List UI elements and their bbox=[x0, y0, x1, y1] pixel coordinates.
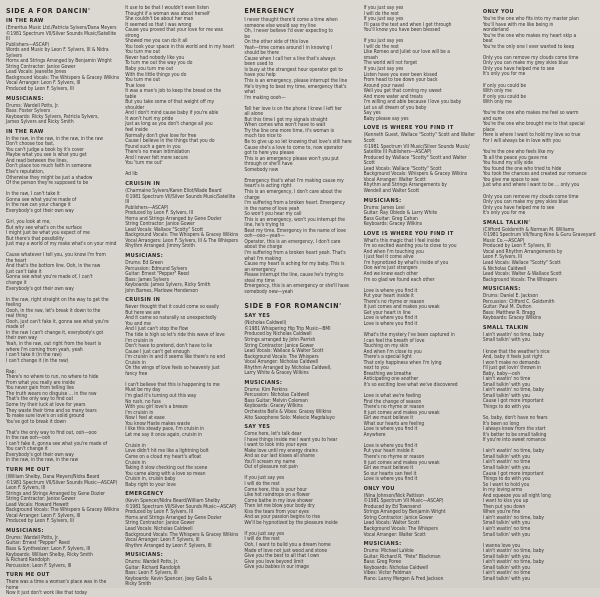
section-title: SAY YES bbox=[244, 424, 271, 431]
section-title: TURN ME OUT bbox=[6, 467, 50, 474]
section-title: SMALL TALKIN bbox=[482, 324, 529, 331]
text-block: Drums: Wardell Potts, Jr. Guitar: Ernest "Pepper" Reed Bass & Synthesizer: Leon F. Sylvers, III Keyboards: William Shelby, Ricky Smith & Richard Randolph Percussion: Leon F. Sylvers, III bbox=[6, 534, 93, 569]
text-block: Drums: Kim Perkins Percussion: Nicholas Caldwell Bass Guitar: Melvin Coleman Keyboards: Gracey Wilkins Orchestra Bells & Vibes: Gracey Wilkins Alto Saxophone Solo: Melecio Magdaluyo bbox=[244, 386, 335, 421]
section-title: SMALL TALKIN' bbox=[482, 219, 531, 226]
section-title: ONLY YOU bbox=[482, 9, 515, 15]
text-block: (Kevin Spencer/Nidra Beard/William Shelby ©1981 Spectrum VII/Silver Sounds Music—ASCAP) Produced by Leon F. Sylvers, III Horns and Strings Arranged by Gene Dozier String Contractor: Janice Gower Lead Vocals: Nicholas Caldwell Background Vocals: The Whispers & Gracey Wilkins Vocal Arranger: Leon F. Sylvers, III Rhythm Arranged by Leon F. Sylvers, III bbox=[125, 498, 239, 549]
text-block: You're the one who fits into my master plan You'll have with me like being in wonderland You're the one who makes my heart skip a beat You're the only one I ever wanted to keep Only you can remove my clouds come time Only you can make my grey skies blue Only you have helped me to see It's only you for me If only you could be With only me If only you could be With only me You're the one who makes me feel so warm and sure You're the one who brought me to that special place Here is where I want to hold my love so true For I will always be in love with you You're the one who feels like my To all the peace you gave me You found my silly side You found the one who tried to hide You took the chances and created our romance You give me space to see Just who and where I want to be ... only you Only you can remove my clouds come time Only you can make my grey skies blue Only you have helped me to see It's only you for me bbox=[482, 16, 587, 217]
text-block: Drums: Ed Green Percussion: Edmund Sylvers Guitar: Ernest "Pepper" Reed Bass: James Sylvers Keyboards: James Sylvers, Ricky Smith John Barnes, Marlowe Henderson bbox=[125, 259, 211, 294]
section-title: SAY YES bbox=[244, 313, 271, 320]
text-block: Drums: James Levi Guitar: Ray Obiedo & Larry White Bass Guitar: Greg Cahan Keyboards: Gracey Wilkins bbox=[363, 204, 438, 228]
lyric-column-1 bbox=[6, 6, 120, 597]
text-block: Drums: Michael LaVoie Guitar: Richard R. "Pete" Blackman Bass: Greg Poree Keyboards: Nicholas Caldwell Vibes: Victor Feldman Piano: Lanny Mergen & Fred Jackson bbox=[363, 548, 444, 582]
section-title: IN THE RAW bbox=[6, 18, 44, 24]
lyric-column-2 bbox=[125, 5, 239, 588]
section-title: MUSICIANS: bbox=[363, 197, 402, 204]
text-block: If you just say yes I will do the rest If you just say yes I'll pass the test and when I get through You'll know you have been blessed If you just say yes I will do the rest Like Romeo and Juliet our love will be a smash The world will not forget If you just say yes Listen have you ever been kissed From head to toe down your back Around your navel Well you get that coming my sweet And more water and treats I'm willing and able because I love you baby Let us all dream of you baby Say yes Baby please say yes bbox=[363, 5, 462, 122]
text-block: Drums: Wardell Potts, Jr. Guitar: Richard Randolph Bass: Leon F. Sylvers, III Keyboards: Kevin Spencer, Joey Gallo & Ricky Smith bbox=[125, 559, 212, 588]
section-title: LOVE IS WHERE YOU FIND IT bbox=[363, 125, 454, 132]
lyric-column-4 bbox=[364, 6, 477, 584]
text-block: Come here, let's talk dear I have things inside me I want you to hear I want to look into your eyes Make love until my energy drains And as our last kisses all shame You'll scream my name Out of pleasure not pain If you just say yes I will do the rest Come here, this is your hour Like hot raindrops on a flower Come bathe in my love shower Then let me blow your body dry Kiss the tears from your eyes And as your passion begins to rise We'll be hypnotized by the pleasure inside If you just say yes I will do the rest Ooh, I want to build you a dream home Made of love not just wood and stone Give you the best to all that I own Give you love beyond limit Give you babies in our image bbox=[244, 431, 338, 571]
section-title: CRUISIN IN bbox=[125, 180, 161, 187]
lyric-column-3 bbox=[244, 6, 357, 584]
section-title: MUSICIANS: bbox=[244, 379, 283, 386]
text-block: It use to be that I wouldn't even listen Thought if a woman was about herself She couldn't be about her man It seemed so that I was wrong Cause you proved that your love for me was strong Showed me you can do it all You took your space in this world and in my heart You turn me out Never had nobody like you To turn me out the way you do Baby you turn me out With the little things you do You turn me out True love It was a man's job to keep the bread on the table But you take some of that weight off my shoulder And I don't mind cause baby if you're able It won't hurt my pride Just as long as you don't change all you feel inside Normally don't give love for free Cause I believe in the things that you do Found such a gem in you There's no mean intimidation And I never felt more secure You 'turn me out' Ad lib bbox=[125, 5, 235, 178]
text-block: I ain't wastin' no time, baby Small talkin' with you I know that the weather's nice And, baby it feels just right I won't make no demands I'll just get lovin' thrown in Baby, baby—ooh I ain't wastin' no time Small talkin' with you I ain't wastin' no time, baby Small talkin' with you Cause I got more important Things to do with you So, baby, don't have no fears It's been so long I always knew from the start It's better to be small talking If you're into sweet romance I ain't wastin' no time, baby Small talkin' with you I ain't wastin' no time Small talkin' with you Cause I got more important Things to do with you So I want to hold you In my loving arms And squeeze you all night long I want to kiss you up Then put you down When you're fine I ain't wastin' no time, baby Small talkin' with you I ain't wastin' no time Small talkin' with you I wanna love you I ain't wastin' no time, baby Small talkin' with you I ain't wastin' no time, baby Small talkin' with you I ain't wastin' no time Small talkin' with you bbox=[482, 331, 551, 582]
text-block: I never thought there'd come a time when someone else would say my line Oh, I never believe I'd ever expecting to be On the other side of this love Yeah—time comes around I in knowing I should be there Cause when I call her a line that's always been used to Is busy at the strangest hour operator got to have you help This is an emergency, please interrupt the line He's trying to beat my time, emergency that's what I'm making oooh— Tell her love is on the phone I know I left her all alone But this time I got my signals straight When comes who won't have to wait Try the line one more time, it's woman is much too nice to Be to give up so let knowing that love's still here Cause she's a love to come to, now operator got to here you please This is an emergency please won't you put through or she'll have Somebody new Emergency that's what I'm making cause my heart's is acting right This is an emergency, I don't care about the charge I'm suffering from a broken heart. Emergency in the name of love yeah So won't you hear my call This is an emergency, won't you interrupt the line, he's trying to Beat my time. Emergency in the name of love ooh—ooo—yeah— Operator, this is an emergency, I don't care about the charge I'm suffering from a broken heart yeah. That's what I'm making Cause my heart is aching for my baby. This is an emergency Please interrupt the line, cause he's trying to steal my time Emergency, this is an emergency or she'll have somebody new—yeah bbox=[244, 17, 352, 295]
text-block: Drums: Wardell Potts, Jr. Bass: Foster Sylvers Keyboards: Ricky Sylvers, Patricia Sylvers, James Sylvers and Ricky Smith bbox=[6, 102, 99, 126]
section-title: MUSICIANS: bbox=[6, 95, 44, 102]
section-title: TURN ME OUT bbox=[6, 572, 50, 579]
text-block: (William Shelby, Dana Meyers/Nidra Beard ©1981 Spectrum VII/Silver Sounds Music—ASCAP) Leon F. Sylvers, III Strings and Strings Arranged by Gene Dozier String Contractor: Janice Gower Lead Vocals: Howard Hewett Background Vocals: The Whispers & Gracey Wilkins Vocal Arranger: Leon F. Sylvers, III Produced by Leon F. Sylvers, III bbox=[6, 474, 120, 525]
text-block: What's this magic that I feel inside I'm so excited wanting you to close to you And when I'm touching you I just feel it come alive I'm hypnotized by what's inside of you Ooo we're just strangers And we knew each other I'm so glad we found each other Love is where you find it Put your heart inside it There's no rhyme or reason It just comes and makes you weak Get your heart in line Love is where you find it Love is where you find it What's the mystery I've been captured in I can feel the breath of love Touching on my skin And when I'm close to you There's a special light That only happiness when I'm lying next to you Breathing we breathe Anticipating one another It's so exciting love what we've discovered Love is what we're feeling Find the change of season There's no rhyme or reason It just comes and makes you weak Girl we must believe it What our hearts are feeling Love is where you find it Anywhere Love is where you find it Put your heart inside it There's no rhyme or reason It just comes and makes you weak Girl we must believe it So our hearts can feel it Love is where you find it bbox=[363, 237, 458, 483]
text-block: (Kenneth Guest, Wallace "Scotty" Scott and Walter Scott ©1981 Spectrum VII Music/Silver Sounds Music/ Satellite III Publishers—ASCAP) Produced by Wallace "Scotty" Scott and Walter Scott Lead Vocals: Wallace "Scotty" Scott Background Vocals: Whispers & Gracey Wilkins Vocal Arranger: Walter Scott Rhythm and Strings Arrangements by Wendell and Walter Scott bbox=[363, 132, 476, 194]
text-block: (Charmaine Sylvers/Karen Eliot/Wade Beard ©1981 Spectrum VII/Silver Sounds Music/Satellite III Publishers—ASCAP) Produced by Leon F. Sylvers, III Horns and Strings Arranged by Gene Dozier String Contractor: Janice Gower Lead Vocals: Wallace "Scotty" Scott Background Vocals: The Whispers & Gracey Wilkins Vocal Arrangers: Leon F. Sylvers, III & The Whispers Rhythm Arranged: Jimmy Smith bbox=[125, 187, 239, 250]
text-block: (Nicholas Caldwell) ©1981 Whispering Hip Trip Music—BMI Produced by Nicholas Caldwell Strings arranged by John Parrish String Contractor: Janice Gower Lead Vocals: Wallace & Walter Scott Background Vocals: The Whispers Vocal Arranger: Nicholas Caldwell Rhythm Arranged by Nicholas Caldwell, Larry White & Gracey Wilkins bbox=[244, 320, 332, 377]
text-block: (Emeritus Music Ltd./Patricia Sylvers/Dana Meyers ©1981 Spectrum VII/Silver Sounds Music/Satellite III Publishers—ASCAP) Words and Music by Leon F. Sylvers, III & Nidra Sylvers Horns and Strings Arranged by Benjamin Wright String Contractor: Janice Gower Lead Vocals: Jeanette Jones Background Vocals: The Whispers & Gracey Wilkins Vocal Arranger: Leon F. Sylvers, III Produced by Leon F. Sylvers, III bbox=[6, 25, 120, 93]
section-title: EMERGENCY bbox=[125, 491, 164, 498]
text-block: Never thought that it could come so easily But here we are And it came so naturally so unexpectedly You and me And I just can't stop the flow The tide is high so let's ride this wave of love I'm cruisin in Don't have to pretend, don't have to lie Cause I just can't get enough I'm cruisin in and it seems like there's no end Cruisin in On the wings of love feels so heavenly just fancy free I can't believe that this is happening to me Must be my day I'm glad it's turning out this way No rush, no fuss With you girl love's a breeze I'm cruisin in Now I feel at ease You know Haste makes waste I like this steady pace, I'm cruisin in Let me say it once again, cruisin in Cruisin in Love didn't hit me like a lightning bolt Came on a cloud my heart's afloat Cruisin in Taking it slow checking out the scene You came along with a love so mean Cruisin in, cruisin baby Baby right to your love bbox=[125, 304, 226, 488]
text-block: (Clifford Goldsmith & Norman M. Williams ©1981 Spectrum VII/Young Nine & Guru Graveyard Music Co.—ASCAP) Produced by Leon F. Sylvers, III Vocal and Rhythm Arrangements by Leon F. Sylvers, III Lead Vocals: Wallace "Scotty" Scott & Nicholas Caldwell Lead Vocals: Walter & Wallace Scott Background Vocals: The Whispers bbox=[482, 226, 596, 283]
section-title: LOVE IS WHERE YOU FIND IT bbox=[363, 230, 454, 237]
text-block: There was a time a woman's place was in the home Now it just don't work like that today bbox=[6, 579, 107, 597]
text-block: (Nina Johnson/Nick Pattison ©1981 Spectrum VII Music—ASCAP) Produced by Ed Townsend Strings Arranged by Benjamin Wright String Contractor: Janice Gower Lead Vocals: Walter Scott Background Vocals: The Whispers Vocal Arranger: Walter Scott bbox=[363, 492, 446, 538]
section-title: MUSICIANS: bbox=[482, 286, 521, 293]
section-title: IN THE RAW bbox=[6, 128, 44, 135]
section-title: ONLY YOU bbox=[363, 485, 395, 492]
section-title: MUSICIANS: bbox=[125, 252, 164, 259]
section-title: MUSICIANS: bbox=[6, 527, 44, 534]
text-block: Drums: Daniel E. Jackson Percussion: Clifford C. Goldsmith Guitar: Paul M. Dutton Bass: Matthew R. Bragg Keyboards: Gracey Wilkins bbox=[482, 293, 555, 322]
side-heading: SIDE A FOR DANCIN' bbox=[6, 6, 91, 15]
side-heading: SIDE B FOR ROMANCIN' bbox=[244, 301, 342, 311]
section-title: MUSICIANS: bbox=[125, 552, 164, 559]
section-title: CRUISIN IN bbox=[125, 297, 161, 304]
section-title: MUSICIANS: bbox=[363, 541, 402, 548]
lyric-column-5 bbox=[483, 6, 596, 584]
side-heading: EMERGENCY bbox=[244, 6, 295, 15]
text-block: In the raw, in the raw, in the raw, in the raw Don't choose too fast, You can't judge a book by it's cover Maybe what you see is what you get And read between the lines, Don't place too much faith in someone Else's reputation, Otherwise they might be just a shadow Of the person they're supposed to be In the raw, I can't take it Gonna see what you're made of In the raw can your change it Everybody's got their own way Girl, you look at me, But why see what's on the surface I might just be what you expect of me But there's that possibility Just may a world of my make what's on your mind Cause whatever I tell you, you know I'm from the heart And that's the bottom line. Ooh, in the raw Just can't take it Gonna see what you're made of, I can't change it Everybody's got their own way In the raw, right straight on the way to get the feeling Oooh, in the raw, let's break it down to the real thing Oooh, just can't fake it, gonna see what you're made of In the raw I can't change it, everybody's got their own way Yeah, in the raw, out right from the heart is where I'm coming from yeah, yeah I can't take it (in the raw) I can't change it (in the raw) Rap: There's no where to run, no where to hide From what you really are inside You never gain from telling lies The truth wears no disguise ... in the raw That's the only way to find out Some try their luck at love for years They waste their time and so many tears To make sure love's on solid ground You've got to break it down That's the only way to find out, ooh—ooo In the raw ooh—ooh I can't fake it, gonna see what you're made of You can't change it Everybody's got their own way In the raw, in the raw, in the raw bbox=[6, 135, 117, 464]
